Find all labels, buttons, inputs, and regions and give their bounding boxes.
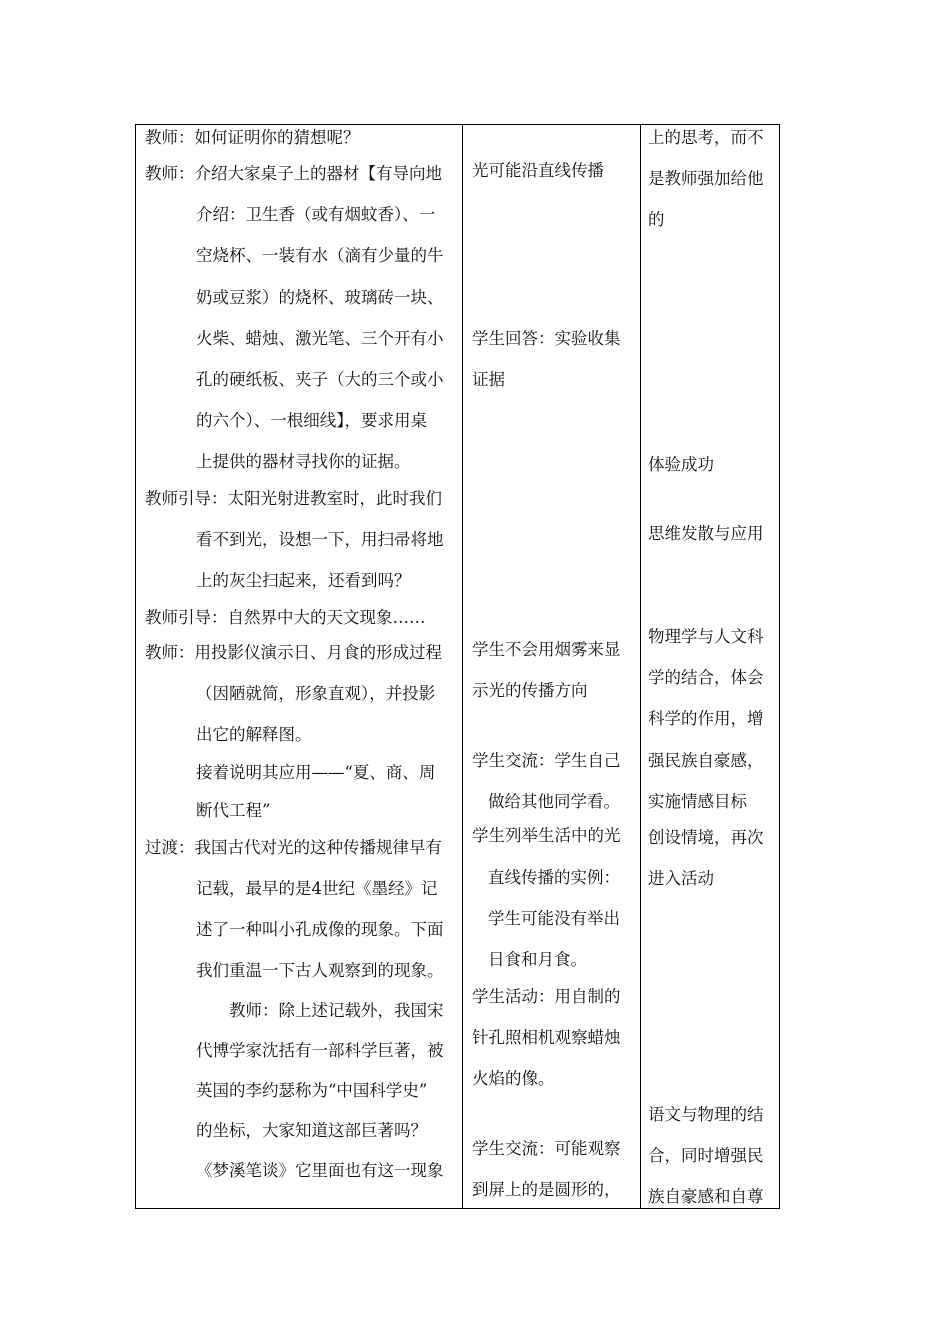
text-line: 教师：如何证明你的猜想呢？ xyxy=(145,128,360,147)
text-line: 学生活动：用自制的 xyxy=(472,987,621,1006)
text-line: 强民族自豪感， xyxy=(648,751,764,770)
text-line: 火柴、蜡烛、激光笔、三个开有小 xyxy=(196,329,444,348)
text-line: 的坐标，大家知道这部巨著吗？ xyxy=(196,1121,427,1140)
text-line: 述了一种叫小孔成像的现象。下面 xyxy=(196,920,444,939)
text-line: 介绍：卫生香（或有烟蚊香）、一 xyxy=(196,205,436,224)
text-line: 物理学与人文科 xyxy=(648,627,764,646)
text-line: 过渡：我国古代对光的这种传播规律早有 xyxy=(145,838,442,857)
text-line: 实施情感目标 xyxy=(648,792,747,811)
text-line: 断代工程” xyxy=(196,801,271,820)
text-line: 的六个）、一根细线】，要求用桌 xyxy=(196,411,427,430)
text-line: 教师：介绍大家桌子上的器材【有导向地 xyxy=(145,164,442,183)
text-line: 直线传播的实例： xyxy=(488,868,620,887)
text-line: 看不到光，设想一下，用扫帚将地 xyxy=(196,530,444,549)
text-line: 空烧杯、一装有水（滴有少量的牛 xyxy=(196,246,444,265)
text-line: 示光的传播方向 xyxy=(472,681,588,700)
text-line: 是教师强加给他 xyxy=(648,169,764,188)
text-line: 火焰的像。 xyxy=(472,1069,555,1088)
text-line: 族自豪感和自尊 xyxy=(648,1187,764,1206)
text-line: 教师：除上述记载外，我国宋 xyxy=(229,1001,444,1020)
column-divider xyxy=(462,125,463,1208)
text-line: 学的结合，体会 xyxy=(648,668,764,687)
text-line: 孔的硬纸板、夹子（大的三个或小 xyxy=(196,370,444,389)
text-line: 学生交流：可能观察 xyxy=(472,1139,621,1158)
text-line: 的 xyxy=(648,210,665,229)
text-line: 学生回答：实验收集 xyxy=(472,329,621,348)
text-line: 《梦溪笔谈》它里面也有这一现象 xyxy=(196,1161,444,1180)
text-line: 接着说明其应用——“夏、商、周 xyxy=(196,763,436,782)
text-line: 我们重温一下古人观察到的现象。 xyxy=(196,961,444,980)
text-line: 上的灰尘扫起来，还看到吗？ xyxy=(196,571,411,590)
column-divider xyxy=(640,125,641,1208)
text-line: 创设情境，再次 xyxy=(648,828,764,847)
text-line: 上提供的器材寻找你的证据。 xyxy=(196,452,411,471)
text-line: 学生不会用烟雾来显 xyxy=(472,640,621,659)
text-line: （因陋就简，形象直观），并投影 xyxy=(196,684,436,703)
text-line: 到屏上的是圆形的， xyxy=(472,1180,621,1199)
text-line: 体验成功 xyxy=(648,455,714,474)
text-line: 上的思考，而不 xyxy=(648,128,764,147)
text-line: 学生列举生活中的光 xyxy=(472,826,621,845)
text-line: 代博学家沈括有一部科学巨著，被 xyxy=(196,1041,444,1060)
text-line: 英国的李约瑟称为“中国科学史” xyxy=(196,1081,428,1100)
text-line: 光可能沿直线传播 xyxy=(472,161,604,180)
text-line: 针孔照相机观察蜡烛 xyxy=(472,1028,621,1047)
text-line: 奶或豆浆）的烧杯、玻璃砖一块、 xyxy=(196,288,444,307)
text-line: 做给其他同学看。 xyxy=(488,792,620,811)
text-line: 进入活动 xyxy=(648,869,714,888)
text-line: 教师引导：自然界中大的天文现象…… xyxy=(145,608,426,627)
text-line: 学生可能没有举出 xyxy=(488,909,620,928)
text-line: 学生交流：学生自己 xyxy=(472,751,621,770)
text-line: 合，同时增强民 xyxy=(648,1146,764,1165)
text-line: 教师：用投影仪演示日、月食的形成过程 xyxy=(145,643,442,662)
text-line: 记载，最早的是4世纪《墨经》记 xyxy=(196,879,438,898)
text-line: 出它的解释图。 xyxy=(196,725,312,744)
text-line: 思维发散与应用 xyxy=(648,524,764,543)
text-line: 语文与物理的结 xyxy=(648,1105,764,1124)
text-line: 日食和月食。 xyxy=(488,950,587,969)
text-line: 科学的作用，增 xyxy=(648,709,764,728)
text-line: 教师引导：太阳光射进教室时，此时我们 xyxy=(145,489,442,508)
text-line: 证据 xyxy=(472,370,505,389)
